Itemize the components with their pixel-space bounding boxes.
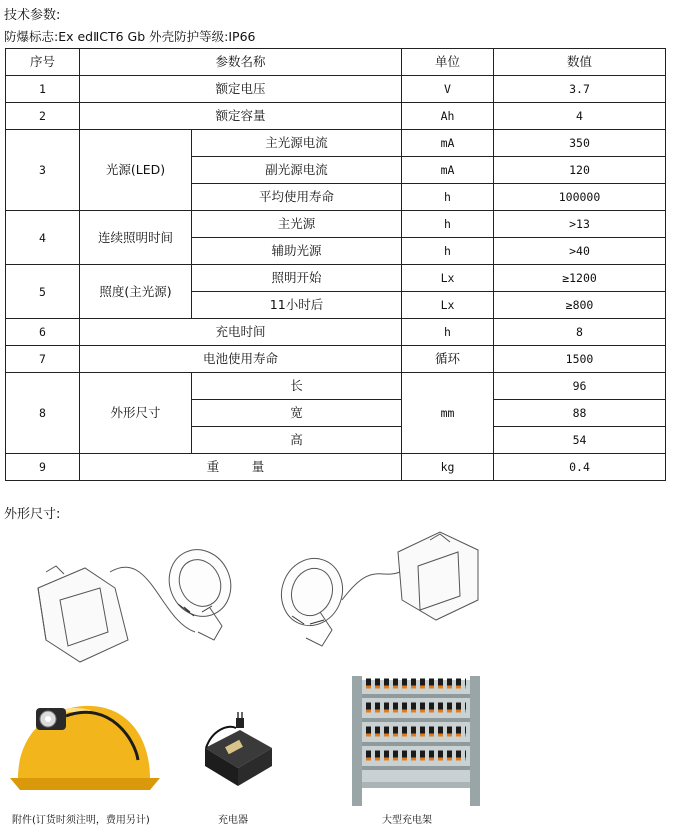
row-no: 5 xyxy=(6,265,80,319)
lamp-drawing-right xyxy=(272,532,478,646)
param-name: 额定容量 xyxy=(80,103,402,130)
param-group: 照度(主光源) xyxy=(80,265,192,319)
param-value: 54 xyxy=(494,427,666,454)
charging-rack-photo xyxy=(352,676,480,806)
param-group: 光源(LED) xyxy=(80,130,192,211)
param-value: ≥1200 xyxy=(494,265,666,292)
param-name: 长 xyxy=(192,373,402,400)
param-name: 宽 xyxy=(192,400,402,427)
param-value: 4 xyxy=(494,103,666,130)
param-name: 高 xyxy=(192,427,402,454)
param-unit: V xyxy=(402,76,494,103)
tech-params-heading: 技术参数: xyxy=(4,8,61,23)
param-value: 96 xyxy=(494,373,666,400)
param-unit: Lx xyxy=(402,265,494,292)
dimensions-heading: 外形尺寸: xyxy=(4,507,61,522)
param-unit: mm xyxy=(402,373,494,454)
param-value: 350 xyxy=(494,130,666,157)
param-unit: Ah xyxy=(402,103,494,130)
row-no: 7 xyxy=(6,346,80,373)
param-value: 8 xyxy=(494,319,666,346)
param-value: >40 xyxy=(494,238,666,265)
lamp-head-left xyxy=(158,540,241,640)
header-name: 参数名称 xyxy=(80,49,402,76)
row-no: 3 xyxy=(6,130,80,211)
param-unit: h xyxy=(402,238,494,265)
param-name: 主光源 xyxy=(192,211,402,238)
param-name: 重 量 xyxy=(80,454,402,481)
explosion-mark-line: 防爆标志:Ex edⅡCT6 Gb 外壳防护等级:IP66 xyxy=(4,29,256,44)
param-name: 辅助光源 xyxy=(192,238,402,265)
header-unit: 单位 xyxy=(402,49,494,76)
lamp-head-right xyxy=(272,550,352,646)
param-value: 100000 xyxy=(494,184,666,211)
param-value: ≥800 xyxy=(494,292,666,319)
row-no: 6 xyxy=(6,319,80,346)
helmet-photo xyxy=(10,706,160,790)
param-name: 平均使用寿命 xyxy=(192,184,402,211)
param-name: 充电时间 xyxy=(80,319,402,346)
param-unit: 循环 xyxy=(402,346,494,373)
charger-caption: 充电器 xyxy=(218,815,248,826)
accessory-caption: 附件(订货时须注明，费用另计) xyxy=(12,815,150,826)
rack-caption: 大型充电架 xyxy=(382,815,432,826)
header-no: 序号 xyxy=(6,49,80,76)
param-name: 主光源电流 xyxy=(192,130,402,157)
row-no: 1 xyxy=(6,76,80,103)
battery-box-left xyxy=(38,566,128,662)
param-unit: h xyxy=(402,184,494,211)
row-no: 2 xyxy=(6,103,80,130)
row-no: 4 xyxy=(6,211,80,265)
param-value: 88 xyxy=(494,400,666,427)
row-no: 9 xyxy=(6,454,80,481)
battery-box-right xyxy=(398,532,478,620)
param-name: 额定电压 xyxy=(80,76,402,103)
param-unit: h xyxy=(402,319,494,346)
param-name: 照明开始 xyxy=(192,265,402,292)
param-value: >13 xyxy=(494,211,666,238)
param-value: 3.7 xyxy=(494,76,666,103)
cable-right xyxy=(342,572,400,600)
param-group: 连续照明时间 xyxy=(80,211,192,265)
param-name: 电池使用寿命 xyxy=(80,346,402,373)
param-value: 1500 xyxy=(494,346,666,373)
param-unit: Lx xyxy=(402,292,494,319)
param-unit: mA xyxy=(402,157,494,184)
param-unit: h xyxy=(402,211,494,238)
param-name: 11小时后 xyxy=(192,292,402,319)
header-value: 数值 xyxy=(494,49,666,76)
charger-photo xyxy=(205,712,272,786)
param-group: 外形尺寸 xyxy=(80,373,192,454)
param-unit: mA xyxy=(402,130,494,157)
row-no: 8 xyxy=(6,373,80,454)
param-value: 0.4 xyxy=(494,454,666,481)
param-name: 副光源电流 xyxy=(192,157,402,184)
lamp-drawing-left xyxy=(38,540,242,662)
param-value: 120 xyxy=(494,157,666,184)
param-unit: kg xyxy=(402,454,494,481)
